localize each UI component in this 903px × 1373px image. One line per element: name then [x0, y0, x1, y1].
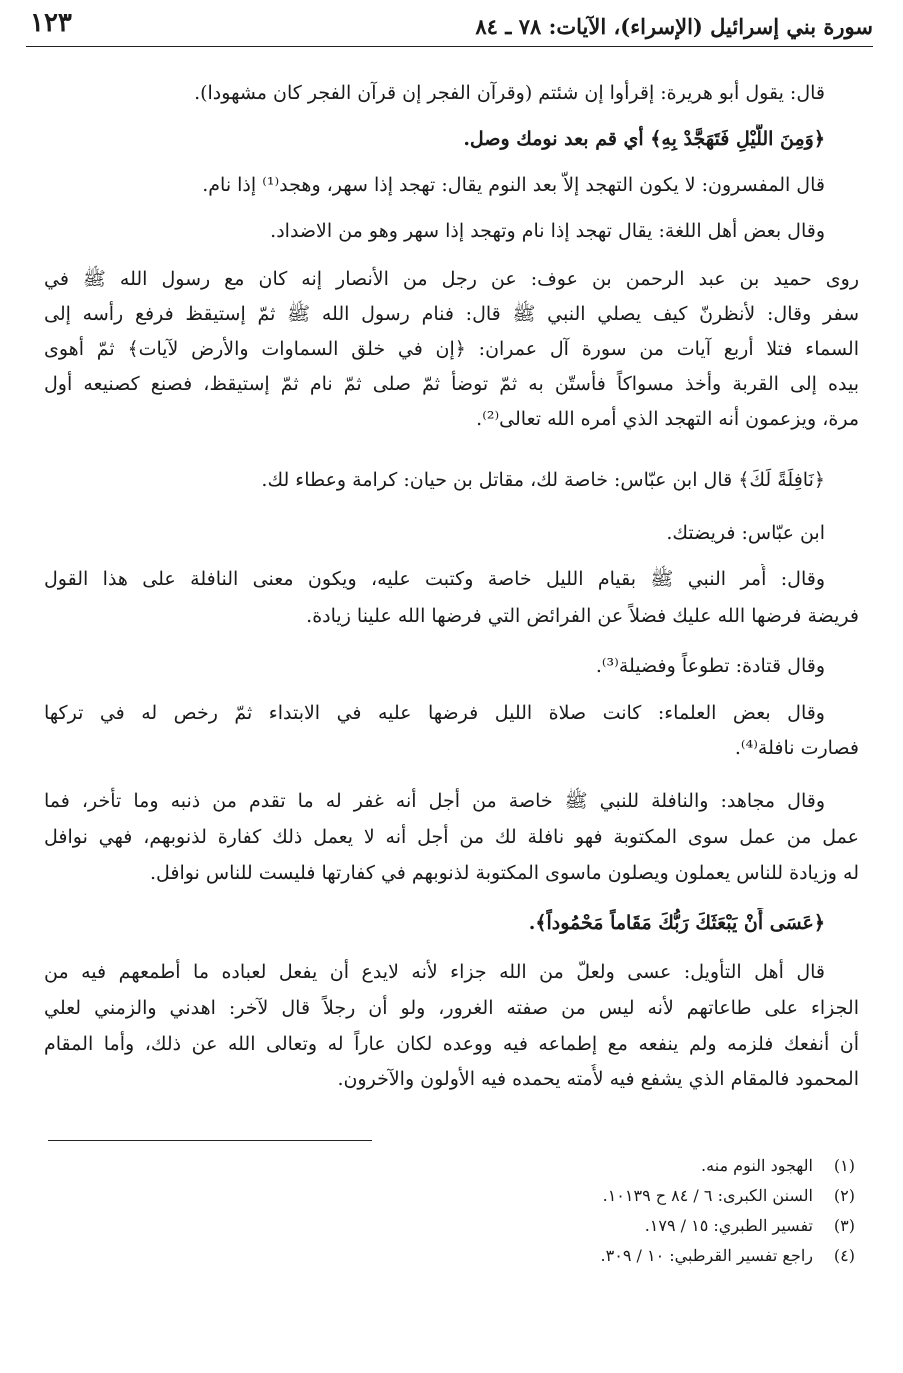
footnote-text: السنن الكبرى: ٦ / ٨٤ ح ١٠١٣٩. [602, 1186, 813, 1205]
text-line: فصارت نافلة⁽⁴⁾. [734, 737, 859, 759]
footnote-divider [48, 1140, 372, 1141]
quran-verse-line: ﴿عَسَى أَنْ يَبْعَثَكَ رَبُّكَ مَقَاماً مَحْمُوداً﴾. [528, 912, 825, 934]
text-line: ابن عبّاس: فريضتك. [666, 522, 825, 544]
quran-verse-line: ﴿وَمِنَ اللَّيْلِ فَتَهَجَّدْ بِهِ﴾ أي قم بعد نومك وصل. [463, 128, 825, 150]
text-line: وقال قتادة: تطوعاً وفضيلة⁽³⁾. [595, 655, 825, 677]
text-line: قال المفسرون: لا يكون التهجد إلاّ بعد النوم يقال: تهجد إذا سهر، وهجد⁽¹⁾ إذا نام. [202, 174, 825, 196]
footnote-text: الهجود النوم منه. [701, 1156, 813, 1175]
footnote-text: تفسير الطبري: ١٥ / ١٧٩. [644, 1216, 813, 1235]
text-line: وقال بعض العلماء: كانت صلاة الليل فرضها عليه في الابتداء ثمّ رخص له في تركها [44, 702, 825, 724]
footnote-number: (٢) [833, 1186, 855, 1205]
text-line: روى حميد بن عبد الرحمن بن عوف: عن رجل من الأنصار إنه كان مع رسول الله ﷺ في [44, 268, 859, 290]
text-line: عمل من عمل سوى المكتوبة فهو نافلة لك من أجل أنه لا يعمل ذلك كفارة لذنوبهم، فهي نوافل [44, 826, 859, 848]
page-number: ١٢٣ [30, 8, 72, 38]
text-line: فريضة فرضها الله عليك فضلاً عن الفرائض التي فرضها الله علينا زيادة. [306, 605, 859, 627]
text-line: وقال: أُمر النبي ﷺ بقيام الليل خاصة وكتبت عليه، ويكون معنى النافلة على هذا القول [44, 568, 825, 590]
running-title: سورة بني إسرائيل (الإسراء)، الآيات: ٧٨ ـ ٨٤ [475, 14, 873, 39]
text-line: وقال مجاهد: والنافلة للنبي ﷺ خاصة من أجل أنه غفر له ما تقدم من ذنبه وما تأخر، فما [44, 790, 825, 812]
footnote-number: (١) [833, 1156, 855, 1175]
header-divider [26, 46, 873, 47]
footnote-text: راجع تفسير القرطبي: ١٠ / ٣٠٩. [600, 1246, 813, 1265]
footnote-3 [300, 1213, 855, 1239]
text-line: بيده إلى القربة وأخذ مسواكاً فأستّن به ثمّ توضأ ثمّ صلى ثمّ نام ثمّ إستيقظ، فصنع كصنيعه أول [44, 373, 859, 395]
text-line: قال أهل التأويل: عسى ولعلّ من الله جزاء لأنه لايدع أن يفعل لعباده ما أطمعهم فيه من [44, 961, 825, 983]
footnote-number: (٤) [833, 1246, 855, 1265]
text-line: وقال بعض أهل اللغة: يقال تهجد إذا نام وتهجد إذا سهر وهو من الاضداد. [270, 220, 825, 242]
text-line: أن أنفعك فلزمه ولم ينفعه مع إطماعه فيه ووعده لكان عاراً له وتعالى الله عن ذلك، وأما المقام [44, 1033, 859, 1055]
text-line: له وزيادة للناس يعملون ويصلون ماسوى المكتوبة لذنوبهم في كفارتها فليست للناس نوافل. [149, 862, 859, 884]
text-line: سفر وقال: لأنظرنّ كيف يصلي النبي ﷺ قال: فنام رسول الله ﷺ ثمّ إستيقظ فرفع رأسه إلى [44, 303, 859, 325]
footnote-number: (٣) [833, 1216, 855, 1235]
text-line: مرة، ويزعمون أنه التهجد الذي أمره الله تعالى⁽²⁾. [476, 408, 859, 430]
footnote-4 [300, 1243, 855, 1269]
page-header [30, 6, 873, 44]
text-line: السماء فتلا أربع آيات من سورة آل عمران: ﴿إن في خلق السماوات والأرض لآيات﴾ ثمّ أهوى [44, 338, 859, 360]
footnote-1 [300, 1153, 855, 1179]
quran-verse-line: ﴿نَافِلَةً لَكَ﴾ قال ابن عبّاس: خاصة لك، مقاتل بن حيان: كرامة وعطاء لك. [261, 469, 825, 491]
text-line: المحمود فالمقام الذي يشفع فيه لأُمته يحمده فيه الأولون والآخرون. [337, 1068, 859, 1090]
text-line: الجزاء على طاعاتهم لأنه ليس من صفته الغرور، ولو أن رجلاً قال لآخر: اهدني والزمني لعلي [44, 997, 859, 1019]
footnote-2 [300, 1183, 855, 1209]
text-line: قال: يقول أبو هريرة: إقرأوا إن شئتم (وقرآن الفجر إن قرآن الفجر كان مشهودا). [194, 82, 825, 104]
